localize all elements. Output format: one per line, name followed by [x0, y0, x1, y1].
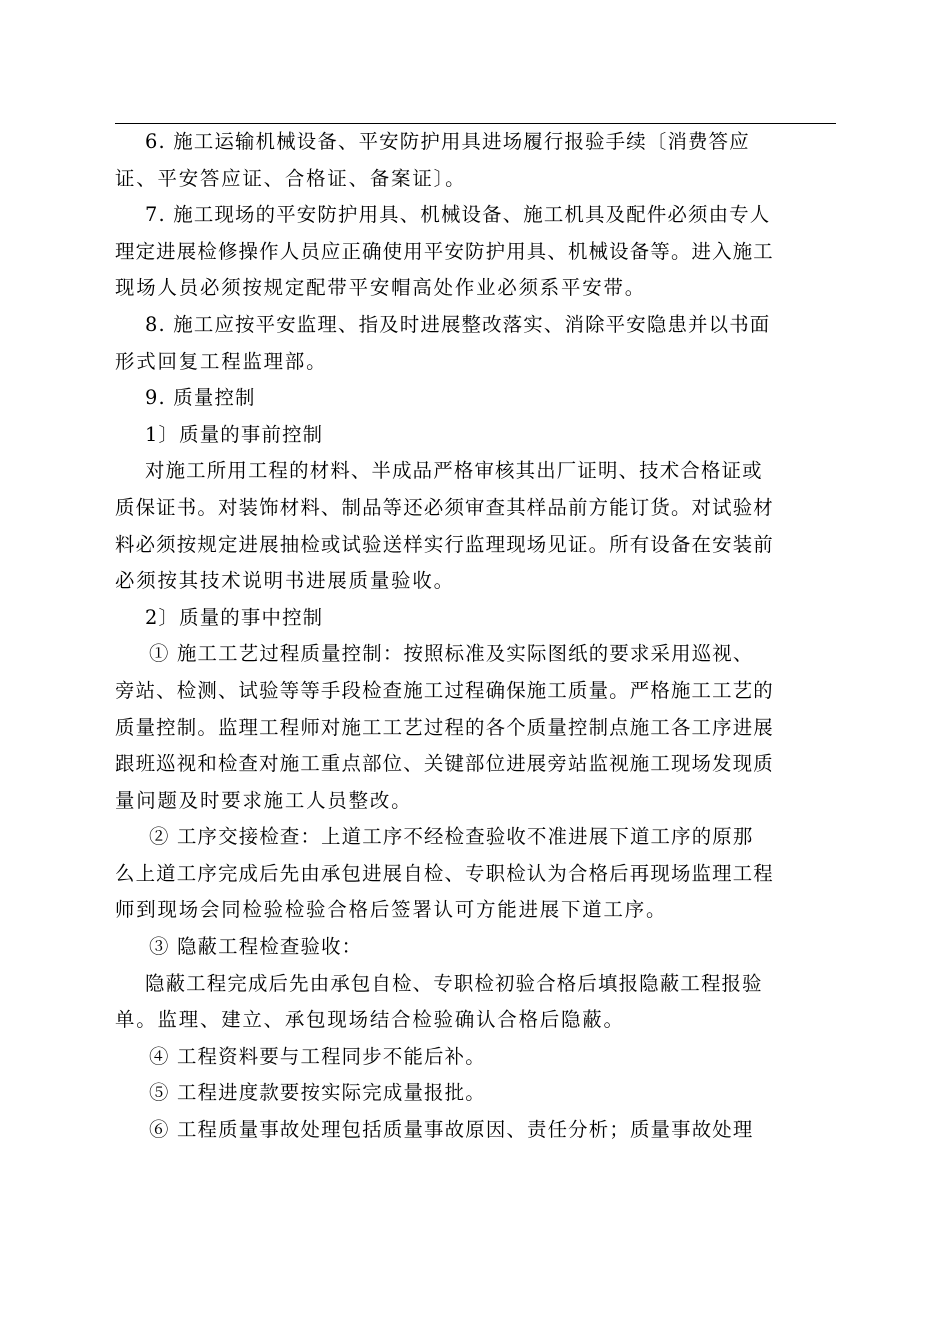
text-line: 隐蔽工程完成后先由承包自检、专职检初验合格后填报隐蔽工程报验	[145, 971, 763, 995]
text-line: 理定进展检修操作人员应正确使用平安防护用具、机械设备等。进入施工	[115, 239, 774, 263]
text-line: ③ 隐蔽工程检查验收：	[149, 935, 363, 959]
paragraph-item-7	[115, 197, 836, 307]
text-line: ① 施工工艺过程质量控制：按照标准及实际图纸的要求采用巡视、	[149, 642, 754, 666]
text-line: ⑤ 工程进度款要按实际完成量报批。	[149, 1081, 486, 1105]
text-line: 师到现场会同检验检验合格后签署认可方能进展下道工序。	[115, 898, 668, 922]
paragraph-point-3	[115, 929, 836, 966]
text-line: 质保证书。对装饰材料、制品等还必须审查其样品前方能订货。对试验材	[115, 495, 774, 519]
section-heading-quality-control	[115, 380, 836, 417]
document-body	[115, 124, 836, 1149]
paragraph-point-4	[115, 1039, 836, 1076]
text-line: 7. 施工现场的平安防护用具、机械设备、施工机具及配件必须由专人	[145, 203, 771, 227]
text-line: 对施工所用工程的材料、半成品严格审核其出厂证明、技术合格证或	[145, 459, 763, 483]
text-line: 形式回复工程监理部。	[115, 349, 328, 373]
text-line: 旁站、检测、试验等等手段检查施工过程确保施工质量。严格施工工艺的	[115, 678, 774, 702]
paragraph-item-6	[115, 124, 836, 197]
subsection-heading: 2〕质量的事中控制	[145, 605, 324, 629]
text-line: 8. 施工应按平安监理、指及时进展整改落实、消除平安隐患并以书面	[145, 312, 771, 336]
paragraph-point-3-body	[115, 966, 836, 1039]
paragraph-pre-control	[115, 453, 836, 599]
subheading-pre-control	[115, 417, 836, 454]
text-line: 么上道工序完成后先由承包进展自检、专职检认为合格后再现场监理工程	[115, 861, 774, 885]
paragraph-point-6	[115, 1112, 836, 1149]
text-line: ② 工序交接检查：上道工序不经检查验收不准进展下道工序的原那	[149, 825, 754, 849]
paragraph-point-2	[115, 819, 836, 929]
text-line: 单。监理、建立、承包现场结合检验确认合格后隐蔽。	[115, 1008, 625, 1032]
text-line: 现场人员必须按规定配带平安帽高处作业必须系平安带。	[115, 276, 647, 300]
text-line: 料必须按规定进展抽检或试验送样实行监理现场见证。所有设备在安装前	[115, 532, 774, 556]
section-heading: 9. 质量控制	[145, 386, 256, 410]
text-line: 量问题及时要求施工人员整改。	[115, 788, 413, 812]
text-line: ⑥ 工程质量事故处理包括质量事故原因、责任分析；质量事故处理	[149, 1118, 754, 1142]
text-line: 6. 施工运输机械设备、平安防护用具进场履行报验手续〔消费答应	[145, 130, 750, 153]
text-line: ④ 工程资料要与工程同步不能后补。	[149, 1044, 486, 1068]
text-line: 证、平安答应证、合格证、备案证〕。	[115, 166, 467, 190]
paragraph-point-5	[115, 1075, 836, 1112]
paragraph-item-8	[115, 307, 836, 380]
subheading-in-process-control	[115, 600, 836, 637]
text-line: 必须按其技术说明书进展质量验收。	[115, 569, 455, 593]
text-line: 质量控制。监理工程师对施工工艺过程的各个质量控制点施工各工序进展	[115, 715, 774, 739]
subsection-heading: 1〕质量的事前控制	[145, 422, 324, 446]
text-line: 跟班巡视和检查对施工重点部位、关键部位进展旁站监视施工现场发现质	[115, 752, 774, 776]
paragraph-point-1	[115, 636, 836, 819]
